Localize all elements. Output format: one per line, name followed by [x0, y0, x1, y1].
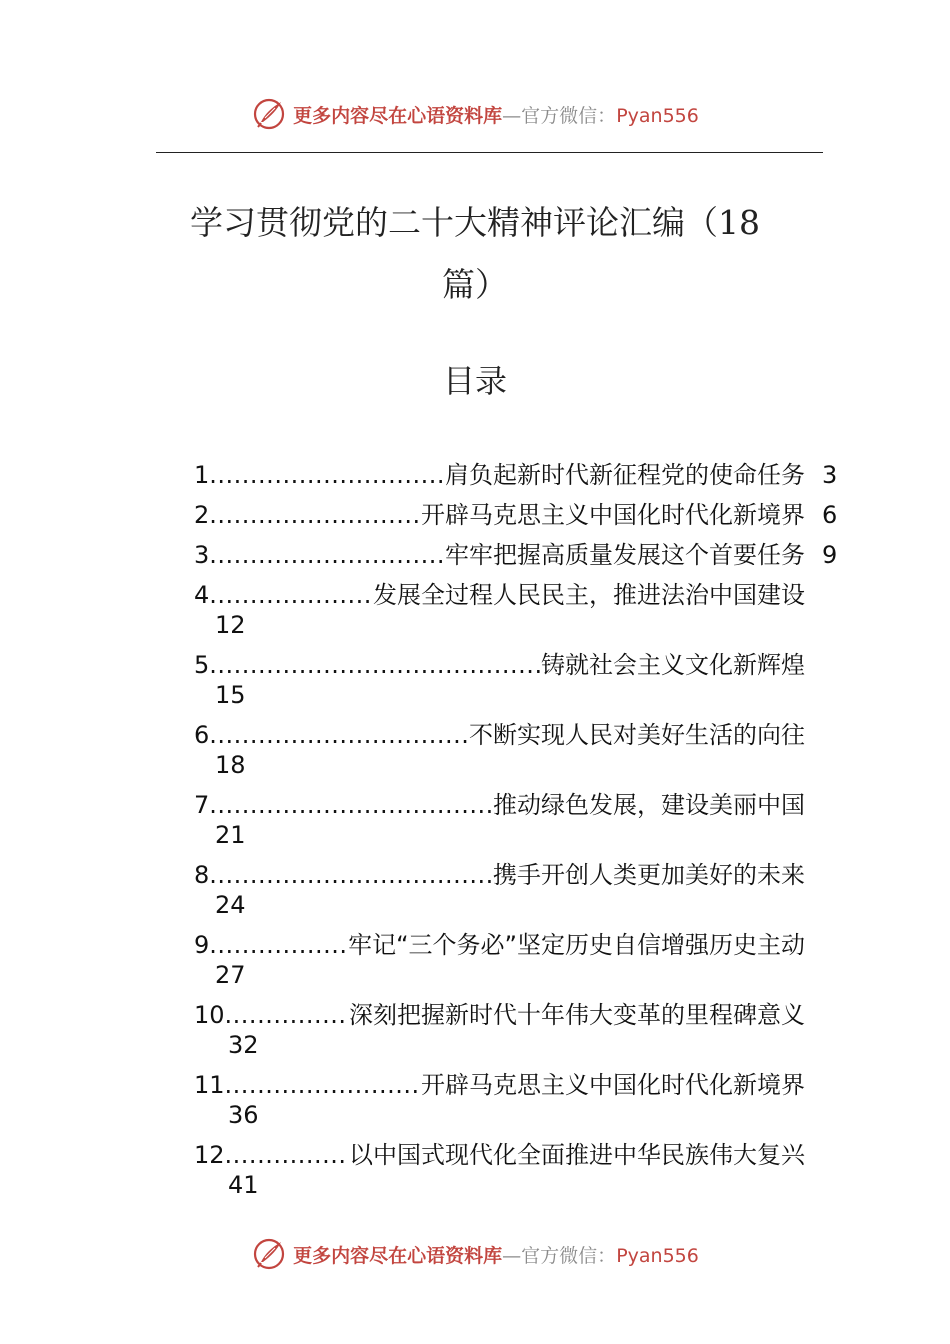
toc-entry[interactable] [194, 859, 805, 891]
toc-entry-title: 牢牢把握高质量发展这个首要任务 [445, 541, 805, 569]
toc-entry-page: 41 [228, 1171, 259, 1199]
toc-leader-dots [209, 499, 421, 531]
quill-logo-icon [251, 1236, 287, 1272]
toc-entry-page: 15 [215, 681, 246, 709]
footer-banner-text [293, 1241, 699, 1268]
toc-entry-page: 6 [822, 501, 838, 529]
toc-entry[interactable] [194, 719, 805, 751]
toc-entry-title: 发展全过程人民民主，推进法治中国建设 [373, 581, 805, 609]
toc-leader-dots [209, 719, 469, 751]
toc-leader-dots [209, 459, 445, 491]
toc-entry[interactable] [194, 1139, 805, 1171]
toc-entry-page: 36 [228, 1101, 259, 1129]
toc-entry-title: 开辟马克思主义中国化时代化新境界 [421, 501, 805, 529]
toc-entry-title: 深刻把握新时代十年伟大变革的里程碑意义 [349, 1001, 805, 1029]
toc-leader-dots [209, 789, 493, 821]
toc-leader-dots [209, 539, 445, 571]
toc-entry-number: 3 [194, 541, 210, 569]
toc-entry-number: 7 [194, 791, 210, 819]
toc-entry[interactable] [194, 1069, 805, 1101]
banner-wechat-id: Pyan556 [616, 104, 699, 127]
toc-leader-dots [225, 1139, 349, 1171]
banner-main-text: 更多内容尽在心语资料库 [293, 104, 503, 127]
toc-entry-title: 牢记“三个务必”坚定历史自信增强历史主动 [348, 931, 805, 959]
toc-entry-number: 1 [194, 461, 210, 489]
toc-entry-number: 2 [194, 501, 210, 529]
toc-entry-page: 32 [228, 1031, 259, 1059]
banner-sub-text: —官方微信： [502, 1244, 617, 1267]
banner-sub-text: —官方微信： [502, 104, 617, 127]
toc-entry-page: 9 [822, 541, 838, 569]
toc-entry[interactable] [194, 999, 805, 1031]
toc-leader-dots [209, 929, 348, 961]
toc-entry-title: 不断实现人民对美好生活的向往 [469, 721, 805, 749]
toc-entry[interactable] [194, 499, 805, 531]
toc-entry-number: 8 [194, 861, 210, 889]
toc-entry-number: 9 [194, 931, 210, 959]
toc-entry-title: 以中国式现代化全面推进中华民族伟大复兴 [349, 1141, 805, 1169]
toc-entry-number: 4 [194, 581, 210, 609]
toc-entry-page: 18 [215, 751, 246, 779]
toc-entry-number: 11 [194, 1071, 225, 1099]
toc-entry-title: 推动绿色发展，建设美丽中国 [493, 791, 805, 819]
toc-leader-dots [209, 649, 541, 681]
toc-entry-page: 21 [215, 821, 246, 849]
toc-leader-dots [225, 999, 349, 1031]
toc-entry-title: 铸就社会主义文化新辉煌 [541, 651, 805, 679]
banner-wechat-id: Pyan556 [616, 1244, 699, 1267]
toc-entry[interactable] [194, 649, 805, 681]
toc-entry-title: 开辟马克思主义中国化时代化新境界 [421, 1071, 805, 1099]
toc-entry-title: 携手开创人类更加美好的未来 [493, 861, 805, 889]
banner-main-text: 更多内容尽在心语资料库 [293, 1244, 503, 1267]
toc-entry-page: 12 [215, 611, 246, 639]
toc-entry-number: 10 [194, 1001, 225, 1029]
toc-entry[interactable] [194, 789, 805, 821]
toc-entry-number: 12 [194, 1141, 225, 1169]
toc-entry-page: 3 [822, 461, 838, 489]
toc-entry-number: 6 [194, 721, 210, 749]
toc-entry-page: 27 [215, 961, 246, 989]
toc-entry[interactable] [194, 929, 805, 961]
toc-leader-dots [209, 579, 373, 611]
toc-leader-dots [225, 1069, 421, 1101]
toc-entry-title: 肩负起新时代新征程党的使命任务 [445, 461, 805, 489]
title-line-2: 篇） [442, 265, 508, 304]
toc-entry-page: 24 [215, 891, 246, 919]
toc-entry-number: 5 [194, 651, 210, 679]
toc-entry[interactable] [194, 539, 805, 571]
toc-heading: 目录 [442, 362, 507, 400]
toc-entry[interactable] [194, 579, 805, 611]
title-line-1: 学习贯彻党的二十大精神评论汇编（18 [190, 203, 760, 242]
toc-entry[interactable] [194, 459, 805, 491]
toc-leader-dots [209, 859, 493, 891]
footer-banner [0, 1234, 950, 1274]
